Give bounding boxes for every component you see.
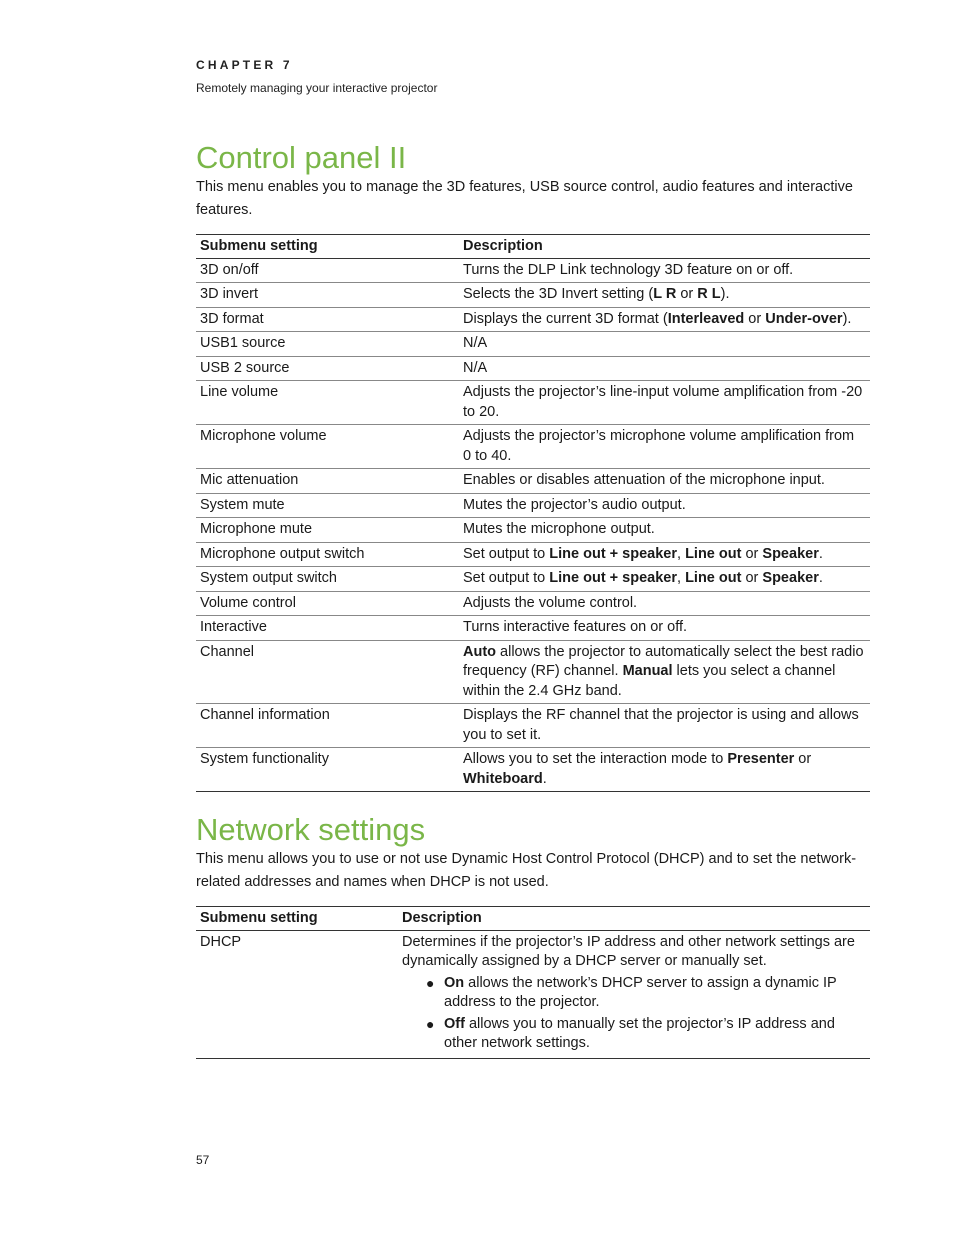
description-text: Under-over	[765, 310, 843, 327]
description-cell	[459, 332, 870, 357]
column-header-setting: Submenu setting	[196, 235, 459, 259]
description-cell	[459, 356, 870, 381]
option-name: Off	[444, 1015, 465, 1032]
description-cell	[459, 591, 870, 616]
description-text: Turns the DLP Link technology 3D feature on or off.	[463, 261, 794, 278]
description-text: Adjusts the volume control.	[463, 594, 638, 611]
setting-cell: 3D invert	[196, 283, 459, 308]
setting-cell: Microphone volume	[196, 425, 459, 469]
option-text: allows you to manually set the projector’s IP address and other network settings.	[444, 1015, 835, 1051]
table-row	[196, 591, 870, 616]
table-row	[196, 425, 870, 469]
description-text: Auto	[463, 643, 497, 660]
setting-cell: DHCP	[196, 930, 398, 1058]
description-text: Line out	[685, 570, 742, 586]
table-row	[196, 258, 870, 283]
table-row	[196, 704, 870, 748]
description-text: .	[542, 770, 547, 787]
setting-cell: USB1 source	[196, 332, 459, 357]
table-row	[196, 542, 870, 567]
control-panel-table-body	[196, 258, 870, 792]
setting-cell: System functionality	[196, 748, 459, 792]
description-text: Set output to	[463, 570, 550, 586]
chapter-label: CHAPTER 7	[196, 58, 293, 72]
table-row	[196, 518, 870, 543]
setting-cell: Microphone mute	[196, 518, 459, 543]
description-text: Speaker	[762, 570, 819, 586]
description-text: Line out + speaker	[549, 545, 677, 562]
description-cell	[398, 930, 870, 1058]
column-header-description: Description	[459, 235, 870, 259]
description-text: allows the projector to automatically select the best radio frequency (RF) channel.	[463, 643, 864, 679]
description-text: Allows you to set the interaction mode to	[463, 751, 728, 767]
table-row	[196, 493, 870, 518]
table-row	[196, 748, 870, 792]
setting-cell: Channel information	[196, 704, 459, 748]
description-cell	[459, 748, 870, 792]
description-text: ).	[842, 310, 852, 327]
option-name: On	[444, 974, 465, 991]
description-text: lets you select a channel within the 2.4 GHz band.	[463, 663, 836, 699]
description-cell	[459, 381, 870, 425]
setting-cell: USB 2 source	[196, 356, 459, 381]
description-text: Adjusts the projector’s microphone volume amplification from 0 to 40.	[463, 428, 855, 464]
table-header-row	[196, 235, 870, 259]
list-item	[426, 1015, 866, 1054]
description-text: ,	[677, 570, 686, 586]
control-panel-table	[196, 234, 870, 792]
description-cell	[459, 283, 870, 308]
description-text: Enables or disables attenuation of the microphone input.	[463, 472, 825, 488]
description-cell	[459, 469, 870, 494]
table-row	[196, 332, 870, 357]
description-text: .	[818, 545, 823, 562]
column-header-setting: Submenu setting	[196, 907, 398, 931]
setting-cell: System output switch	[196, 567, 459, 592]
description-text: ).	[720, 286, 730, 302]
setting-cell: 3D on/off	[196, 258, 459, 283]
description-text: or	[744, 310, 766, 327]
description-cell	[459, 425, 870, 469]
description-text: Mutes the microphone output.	[463, 521, 655, 537]
description-text: N/A	[463, 335, 488, 351]
description-text: Interleaved	[667, 310, 745, 327]
description-text: Displays the RF channel that the projector is using and allows you to set it.	[463, 707, 859, 743]
bullet-icon: ●	[426, 974, 435, 991]
description-text: or	[741, 570, 763, 586]
description-text: Set output to	[463, 545, 550, 562]
setting-cell: Interactive	[196, 616, 459, 641]
description-cell	[459, 258, 870, 283]
column-header-description: Description	[398, 907, 870, 931]
description-text: Presenter	[727, 751, 795, 767]
description-text: ,	[677, 545, 686, 562]
description-text: Mutes the projector’s audio output.	[463, 496, 686, 513]
description-cell	[459, 518, 870, 543]
description-text: or	[676, 286, 698, 302]
description-cell	[459, 542, 870, 567]
setting-cell: Volume control	[196, 591, 459, 616]
description-cell	[459, 640, 870, 704]
description-text: L R	[653, 286, 677, 302]
network-settings-intro: This menu allows you to use or not use Dynamic Host Control Protocol (DHCP) and to set the network-related addresses and names when DHCP is not used.	[196, 851, 857, 890]
table-row	[196, 567, 870, 592]
table-row-dhcp	[196, 930, 870, 1058]
setting-cell: Line volume	[196, 381, 459, 425]
table-row	[196, 283, 870, 308]
description-text: Line out + speaker	[549, 570, 677, 586]
list-item	[426, 974, 866, 1013]
description-cell	[459, 567, 870, 592]
network-settings-title: Network settings	[196, 812, 426, 847]
setting-cell: Channel	[196, 640, 459, 704]
page-number: 57	[196, 1153, 210, 1167]
setting-cell: Mic attenuation	[196, 469, 459, 494]
description-text: or	[741, 545, 763, 562]
description-text: Turns interactive features on or off.	[463, 619, 688, 635]
description-text: Selects the 3D Invert setting (	[463, 286, 654, 302]
table-row	[196, 356, 870, 381]
network-settings-table	[196, 906, 870, 1059]
table-row	[196, 381, 870, 425]
description-cell	[459, 307, 870, 332]
chapter-subtitle: Remotely managing your interactive projector	[196, 81, 438, 95]
dhcp-options-list	[402, 974, 866, 1054]
description-text: .	[818, 570, 823, 586]
description-cell	[459, 704, 870, 748]
description-text: Displays the current 3D format (	[463, 310, 668, 327]
description-text: Manual	[622, 663, 673, 679]
description-text: Speaker	[762, 545, 819, 562]
description-cell	[459, 616, 870, 641]
dhcp-description: Determines if the projector’s IP address and other network settings are dynamically assigned by a DHCP server or manually set.	[402, 933, 855, 969]
setting-cell: Microphone output switch	[196, 542, 459, 567]
description-text: N/A	[463, 359, 488, 376]
table-row	[196, 640, 870, 704]
description-text: Whiteboard	[463, 770, 543, 787]
control-panel-intro: This menu enables you to manage the 3D features, USB source control, audio features and interactive features.	[196, 179, 853, 218]
table-row	[196, 469, 870, 494]
description-text: Line out	[685, 545, 742, 562]
description-text: or	[794, 751, 812, 767]
setting-cell: System mute	[196, 493, 459, 518]
bullet-icon: ●	[426, 1015, 435, 1032]
option-text: allows the network’s DHCP server to assign a dynamic IP address to the projector.	[444, 974, 837, 1010]
description-cell	[459, 493, 870, 518]
table-row	[196, 307, 870, 332]
table-header-row	[196, 907, 870, 931]
setting-cell: 3D format	[196, 307, 459, 332]
description-text: Adjusts the projector’s line-input volume amplification from -20 to 20.	[463, 384, 863, 420]
description-text: R L	[697, 286, 721, 302]
table-row	[196, 616, 870, 641]
control-panel-title: Control panel II	[196, 140, 407, 175]
